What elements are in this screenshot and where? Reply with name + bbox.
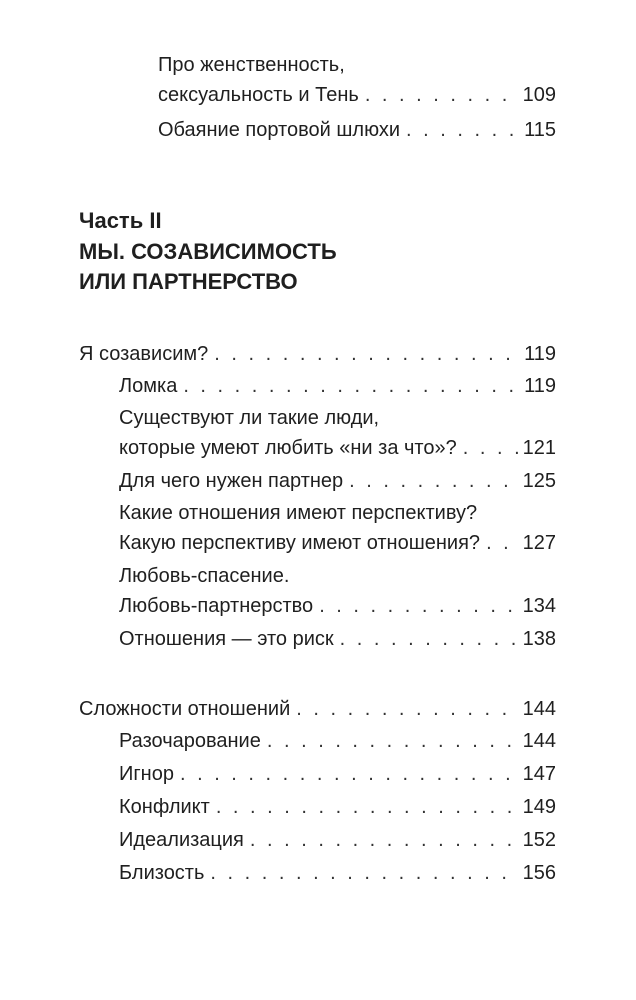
leader-dots: [319, 593, 518, 619]
part-title-line2: ИЛИ ПАРТНЕРСТВО: [79, 269, 298, 294]
leader-dots: [486, 530, 519, 556]
page-number: 149: [522, 796, 556, 818]
toc-entry-love-line1: Любовь-спасение.: [119, 565, 290, 587]
toc-chapter-codependent[interactable]: [79, 341, 556, 367]
toc-entry-love[interactable]: [119, 593, 556, 619]
toc-entry-text: Ломка: [119, 375, 178, 397]
leader-dots: [216, 794, 519, 820]
leader-dots: [180, 761, 519, 787]
toc-entry-conflict[interactable]: [119, 794, 556, 820]
toc-entry-people-line1: Существуют ли такие люди,: [119, 407, 380, 429]
toc-entry-perspective[interactable]: [119, 530, 556, 556]
toc-entry-risk[interactable]: [119, 626, 556, 652]
leader-dots: [250, 827, 519, 853]
toc-entry-perspective-line1: Какие отношения имеют перспективу?: [119, 502, 478, 524]
toc-entry-disappointment[interactable]: [119, 728, 556, 754]
toc-entry-ignore[interactable]: [119, 761, 556, 787]
leader-dots: [406, 117, 520, 143]
toc-entry-text: Идеализация: [119, 829, 244, 851]
toc-entry-text: Любовь-партнерство: [119, 595, 314, 617]
leader-dots: [267, 728, 519, 754]
toc-entry-text: Какую перспективу имеют отношения?: [119, 532, 481, 554]
leader-dots: [183, 373, 520, 399]
page-number: 147: [522, 763, 556, 785]
toc-entry-text: Игнор: [119, 763, 174, 785]
leader-dots: [340, 626, 519, 652]
toc-entry-text: которые умеют любить «ни за что»?: [119, 437, 457, 459]
toc-entry-text: Я созависим?: [79, 343, 209, 365]
toc-entry-text: Конфликт: [119, 796, 210, 818]
page-number: 144: [522, 698, 556, 720]
toc-entry-text: Для чего нужен партнер: [119, 470, 344, 492]
toc-entry-people[interactable]: [119, 435, 556, 461]
leader-dots: [210, 860, 518, 886]
leader-dots: [214, 341, 520, 367]
page-number: 134: [522, 595, 556, 617]
toc-entry-partner[interactable]: [119, 468, 556, 494]
toc-entry-text: сексуальность и Тень: [158, 84, 359, 106]
toc-entry-text: Обаяние портовой шлюхи: [158, 119, 401, 141]
page-number: 144: [522, 730, 556, 752]
page-number: 119: [524, 375, 556, 397]
toc-entry-text: Разочарование: [119, 730, 261, 752]
leader-dots: [296, 696, 518, 722]
page-number: 127: [522, 532, 556, 554]
toc-entry-closeness[interactable]: [119, 860, 556, 886]
toc-entry-femininity-line1: Про женственность,: [158, 54, 345, 76]
leader-dots: [349, 468, 518, 494]
part-title-line1: МЫ. СОЗАВИСИМОСТЬ: [79, 239, 337, 264]
leader-dots: [365, 82, 519, 108]
page-number: 156: [522, 862, 556, 884]
toc-entry-text: Близость: [119, 862, 205, 884]
toc-entry-text: Сложности отношений: [79, 698, 291, 720]
part-title: [79, 237, 337, 297]
toc-entry-idealization[interactable]: [119, 827, 556, 853]
toc-chapter-difficulties[interactable]: [79, 696, 556, 722]
toc-entry-lomka[interactable]: [119, 373, 556, 399]
page-number: 125: [522, 470, 556, 492]
leader-dots: [463, 435, 519, 461]
toc-entry-charm[interactable]: [158, 117, 556, 143]
toc-entry-text: Отношения — это риск: [119, 628, 334, 650]
page-number: 152: [522, 829, 556, 851]
part-label: Часть II: [79, 208, 162, 233]
page-number: 109: [522, 84, 556, 106]
toc-entry-femininity[interactable]: [158, 82, 556, 108]
page-number: 119: [524, 343, 556, 365]
page-number: 121: [522, 437, 556, 459]
page-number: 138: [522, 628, 556, 650]
page-number: 115: [524, 119, 556, 141]
